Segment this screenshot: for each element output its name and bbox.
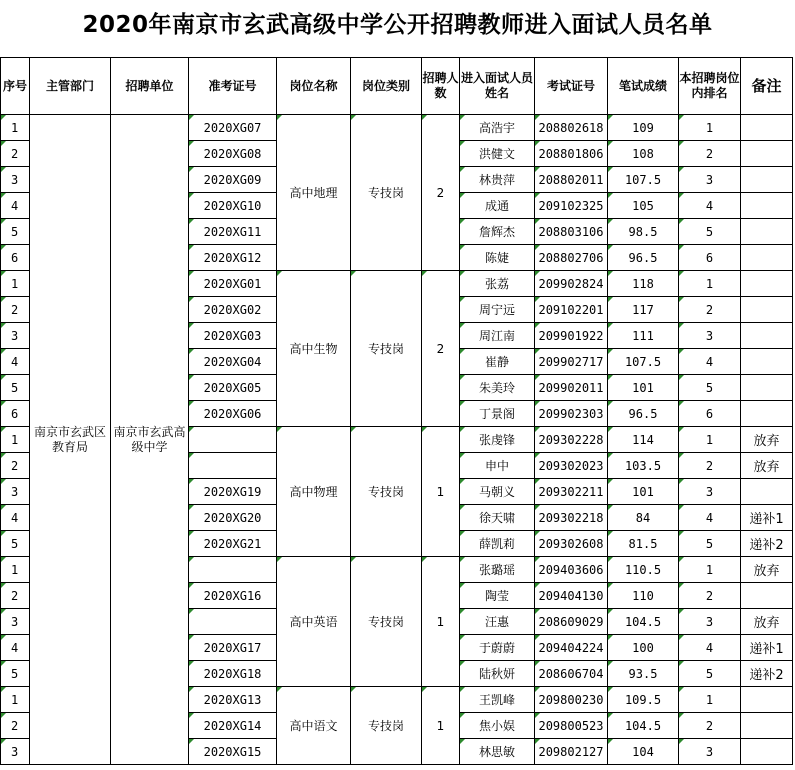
cell-ticket: 2020XG20: [189, 505, 277, 531]
candidate-table: [0, 57, 793, 765]
cell-score: 100: [608, 635, 679, 661]
cell-seq: 6: [1, 401, 30, 427]
cell-rank: 4: [679, 193, 741, 219]
cell-note: 递补1: [741, 505, 793, 531]
cell-score: 98.5: [608, 219, 679, 245]
cell-rank: 3: [679, 739, 741, 765]
cell-exam-no: 209901922: [535, 323, 608, 349]
cell-ticket: 2020XG18: [189, 661, 277, 687]
cell-score: 104.5: [608, 609, 679, 635]
cell-note: [741, 583, 793, 609]
cell-ticket: 2020XG17: [189, 635, 277, 661]
cell-name: 成通: [460, 193, 535, 219]
cell-rank: 2: [679, 713, 741, 739]
page-title: 2020年南京市玄武高级中学公开招聘教师进入面试人员名单: [82, 12, 713, 38]
cell-name: 林贵萍: [460, 167, 535, 193]
cell-rank: 6: [679, 245, 741, 271]
cell-rank: 1: [679, 427, 741, 453]
cell-score: 96.5: [608, 245, 679, 271]
cell-seq: 5: [1, 375, 30, 401]
cell-seq: 3: [1, 479, 30, 505]
cell-name: 陈婕: [460, 245, 535, 271]
cell-unit: 南京市玄武高级中学: [111, 115, 189, 765]
cell-note: [741, 739, 793, 765]
cell-name: 丁景阁: [460, 401, 535, 427]
cell-note: 递补1: [741, 635, 793, 661]
cell-hire-count: 1: [422, 687, 460, 765]
cell-ticket: 2020XG11: [189, 219, 277, 245]
cell-exam-no: 208802618: [535, 115, 608, 141]
cell-exam-no: 209302228: [535, 427, 608, 453]
cell-name: 于蔚蔚: [460, 635, 535, 661]
cell-rank: 2: [679, 141, 741, 167]
cell-seq: 5: [1, 661, 30, 687]
header-post-name: 岗位名称: [277, 58, 351, 115]
cell-ticket: [189, 557, 277, 583]
cell-score: 103.5: [608, 453, 679, 479]
cell-rank: 5: [679, 375, 741, 401]
cell-name: 陆秋妍: [460, 661, 535, 687]
cell-exam-no: 209403606: [535, 557, 608, 583]
cell-seq: 1: [1, 115, 30, 141]
cell-ticket: 2020XG15: [189, 739, 277, 765]
cell-rank: 3: [679, 479, 741, 505]
cell-rank: 2: [679, 583, 741, 609]
cell-post-name: 高中英语: [277, 557, 351, 687]
cell-rank: 3: [679, 323, 741, 349]
cell-rank: 2: [679, 297, 741, 323]
cell-exam-no: 209802127: [535, 739, 608, 765]
cell-post-type: 专技岗: [351, 271, 422, 427]
cell-seq: 1: [1, 557, 30, 583]
header-score: 笔试成绩: [608, 58, 679, 115]
cell-rank: 3: [679, 609, 741, 635]
cell-name: 高浩宇: [460, 115, 535, 141]
header-rank: 本招聘岗位内排名: [679, 58, 741, 115]
table-body: [1, 115, 793, 765]
cell-seq: 2: [1, 713, 30, 739]
cell-rank: 5: [679, 531, 741, 557]
cell-exam-no: 209302218: [535, 505, 608, 531]
cell-seq: 2: [1, 583, 30, 609]
cell-note: 递补2: [741, 661, 793, 687]
cell-score: 105: [608, 193, 679, 219]
cell-seq: 1: [1, 271, 30, 297]
cell-note: 放弃: [741, 557, 793, 583]
cell-exam-no: 209302023: [535, 453, 608, 479]
cell-score: 117: [608, 297, 679, 323]
cell-hire-count: 1: [422, 427, 460, 557]
cell-name: 张虔锋: [460, 427, 535, 453]
cell-score: 96.5: [608, 401, 679, 427]
cell-ticket: 2020XG07: [189, 115, 277, 141]
cell-exam-no: 209902303: [535, 401, 608, 427]
cell-exam-no: 209800230: [535, 687, 608, 713]
cell-score: 118: [608, 271, 679, 297]
cell-seq: 4: [1, 193, 30, 219]
cell-score: 93.5: [608, 661, 679, 687]
cell-name: 周宁远: [460, 297, 535, 323]
cell-note: 放弃: [741, 453, 793, 479]
cell-rank: 4: [679, 635, 741, 661]
cell-score: 101: [608, 375, 679, 401]
cell-exam-no: 209302211: [535, 479, 608, 505]
cell-ticket: [189, 427, 277, 453]
cell-exam-no: 209404224: [535, 635, 608, 661]
cell-note: [741, 401, 793, 427]
cell-score: 114: [608, 427, 679, 453]
header-note: 备注: [741, 58, 793, 115]
cell-exam-no: 209902717: [535, 349, 608, 375]
cell-score: 108: [608, 141, 679, 167]
cell-exam-no: 209102201: [535, 297, 608, 323]
cell-name: 崔静: [460, 349, 535, 375]
cell-rank: 1: [679, 115, 741, 141]
cell-seq: 1: [1, 427, 30, 453]
cell-note: [741, 193, 793, 219]
cell-post-name: 高中语文: [277, 687, 351, 765]
cell-name: 陶莹: [460, 583, 535, 609]
cell-name: 薛凯莉: [460, 531, 535, 557]
cell-ticket: 2020XG19: [189, 479, 277, 505]
cell-post-name: 高中生物: [277, 271, 351, 427]
cell-post-type: 专技岗: [351, 687, 422, 765]
header-post-type: 岗位类别: [351, 58, 422, 115]
cell-name: 汪惠: [460, 609, 535, 635]
cell-name: 徐天啸: [460, 505, 535, 531]
cell-note: [741, 271, 793, 297]
cell-name: 马朝义: [460, 479, 535, 505]
cell-ticket: 2020XG10: [189, 193, 277, 219]
cell-note: [741, 219, 793, 245]
cell-rank: 2: [679, 453, 741, 479]
cell-seq: 3: [1, 739, 30, 765]
cell-exam-no: 208802706: [535, 245, 608, 271]
cell-seq: 3: [1, 609, 30, 635]
cell-score: 104: [608, 739, 679, 765]
cell-post-type: 专技岗: [351, 115, 422, 271]
cell-note: 放弃: [741, 427, 793, 453]
cell-ticket: 2020XG09: [189, 167, 277, 193]
cell-dept: 南京市玄武区教育局: [30, 115, 111, 765]
cell-exam-no: 209302608: [535, 531, 608, 557]
cell-name: 张璐瑶: [460, 557, 535, 583]
header-row: [1, 58, 793, 115]
cell-rank: 1: [679, 687, 741, 713]
cell-name: 詹辉杰: [460, 219, 535, 245]
header-dept: 主管部门: [30, 58, 111, 115]
cell-name: 王凯峰: [460, 687, 535, 713]
cell-exam-no: 208802011: [535, 167, 608, 193]
cell-post-type: 专技岗: [351, 427, 422, 557]
cell-hire-count: 2: [422, 271, 460, 427]
cell-ticket: 2020XG01: [189, 271, 277, 297]
header-name: 进入面试人员姓名: [460, 58, 535, 115]
cell-note: 递补2: [741, 531, 793, 557]
cell-rank: 4: [679, 349, 741, 375]
cell-ticket: 2020XG08: [189, 141, 277, 167]
cell-note: [741, 323, 793, 349]
cell-seq: 3: [1, 167, 30, 193]
cell-seq: 5: [1, 531, 30, 557]
cell-ticket: 2020XG06: [189, 401, 277, 427]
cell-score: 109.5: [608, 687, 679, 713]
cell-seq: 6: [1, 245, 30, 271]
cell-rank: 3: [679, 167, 741, 193]
cell-name: 朱美玲: [460, 375, 535, 401]
cell-ticket: 2020XG21: [189, 531, 277, 557]
cell-seq: 2: [1, 297, 30, 323]
cell-rank: 4: [679, 505, 741, 531]
header-exam-no: 考试证号: [535, 58, 608, 115]
cell-ticket: 2020XG12: [189, 245, 277, 271]
cell-ticket: [189, 453, 277, 479]
cell-score: 107.5: [608, 349, 679, 375]
cell-name: 张荔: [460, 271, 535, 297]
cell-note: [741, 297, 793, 323]
cell-score: 104.5: [608, 713, 679, 739]
cell-exam-no: 209102325: [535, 193, 608, 219]
cell-name: 林思敏: [460, 739, 535, 765]
cell-note: [741, 167, 793, 193]
cell-rank: 5: [679, 661, 741, 687]
cell-post-type: 专技岗: [351, 557, 422, 687]
cell-note: [741, 349, 793, 375]
cell-rank: 1: [679, 271, 741, 297]
cell-seq: 2: [1, 141, 30, 167]
cell-exam-no: 208609029: [535, 609, 608, 635]
cell-seq: 3: [1, 323, 30, 349]
header-hire-count: 招聘人数: [422, 58, 460, 115]
cell-note: [741, 713, 793, 739]
cell-note: [741, 141, 793, 167]
cell-score: 107.5: [608, 167, 679, 193]
cell-exam-no: 209800523: [535, 713, 608, 739]
cell-exam-no: 209902824: [535, 271, 608, 297]
cell-note: [741, 115, 793, 141]
cell-exam-no: 208803106: [535, 219, 608, 245]
cell-score: 110: [608, 583, 679, 609]
cell-exam-no: 209404130: [535, 583, 608, 609]
cell-ticket: 2020XG04: [189, 349, 277, 375]
cell-score: 81.5: [608, 531, 679, 557]
cell-name: 焦小娱: [460, 713, 535, 739]
cell-hire-count: 1: [422, 557, 460, 687]
cell-ticket: 2020XG16: [189, 583, 277, 609]
cell-name: 申中: [460, 453, 535, 479]
header-ticket: 准考证号: [189, 58, 277, 115]
table-row: [1, 115, 793, 141]
cell-exam-no: 208606704: [535, 661, 608, 687]
header-seq: 序号: [1, 58, 30, 115]
cell-post-name: 高中物理: [277, 427, 351, 557]
cell-note: 放弃: [741, 609, 793, 635]
cell-name: 洪健文: [460, 141, 535, 167]
cell-seq: 4: [1, 505, 30, 531]
cell-ticket: 2020XG13: [189, 687, 277, 713]
cell-name: 周江南: [460, 323, 535, 349]
cell-rank: 1: [679, 557, 741, 583]
cell-post-name: 高中地理: [277, 115, 351, 271]
cell-ticket: [189, 609, 277, 635]
cell-ticket: 2020XG02: [189, 297, 277, 323]
cell-ticket: 2020XG05: [189, 375, 277, 401]
cell-seq: 1: [1, 687, 30, 713]
cell-hire-count: 2: [422, 115, 460, 271]
cell-exam-no: 208801806: [535, 141, 608, 167]
cell-ticket: 2020XG14: [189, 713, 277, 739]
cell-seq: 5: [1, 219, 30, 245]
cell-ticket: 2020XG03: [189, 323, 277, 349]
cell-rank: 5: [679, 219, 741, 245]
cell-seq: 4: [1, 349, 30, 375]
header-unit: 招聘单位: [111, 58, 189, 115]
cell-seq: 2: [1, 453, 30, 479]
cell-note: [741, 479, 793, 505]
cell-score: 111: [608, 323, 679, 349]
cell-seq: 4: [1, 635, 30, 661]
cell-score: 109: [608, 115, 679, 141]
cell-note: [741, 245, 793, 271]
cell-score: 101: [608, 479, 679, 505]
cell-rank: 6: [679, 401, 741, 427]
cell-score: 110.5: [608, 557, 679, 583]
cell-score: 84: [608, 505, 679, 531]
cell-exam-no: 209902011: [535, 375, 608, 401]
cell-note: [741, 687, 793, 713]
cell-note: [741, 375, 793, 401]
